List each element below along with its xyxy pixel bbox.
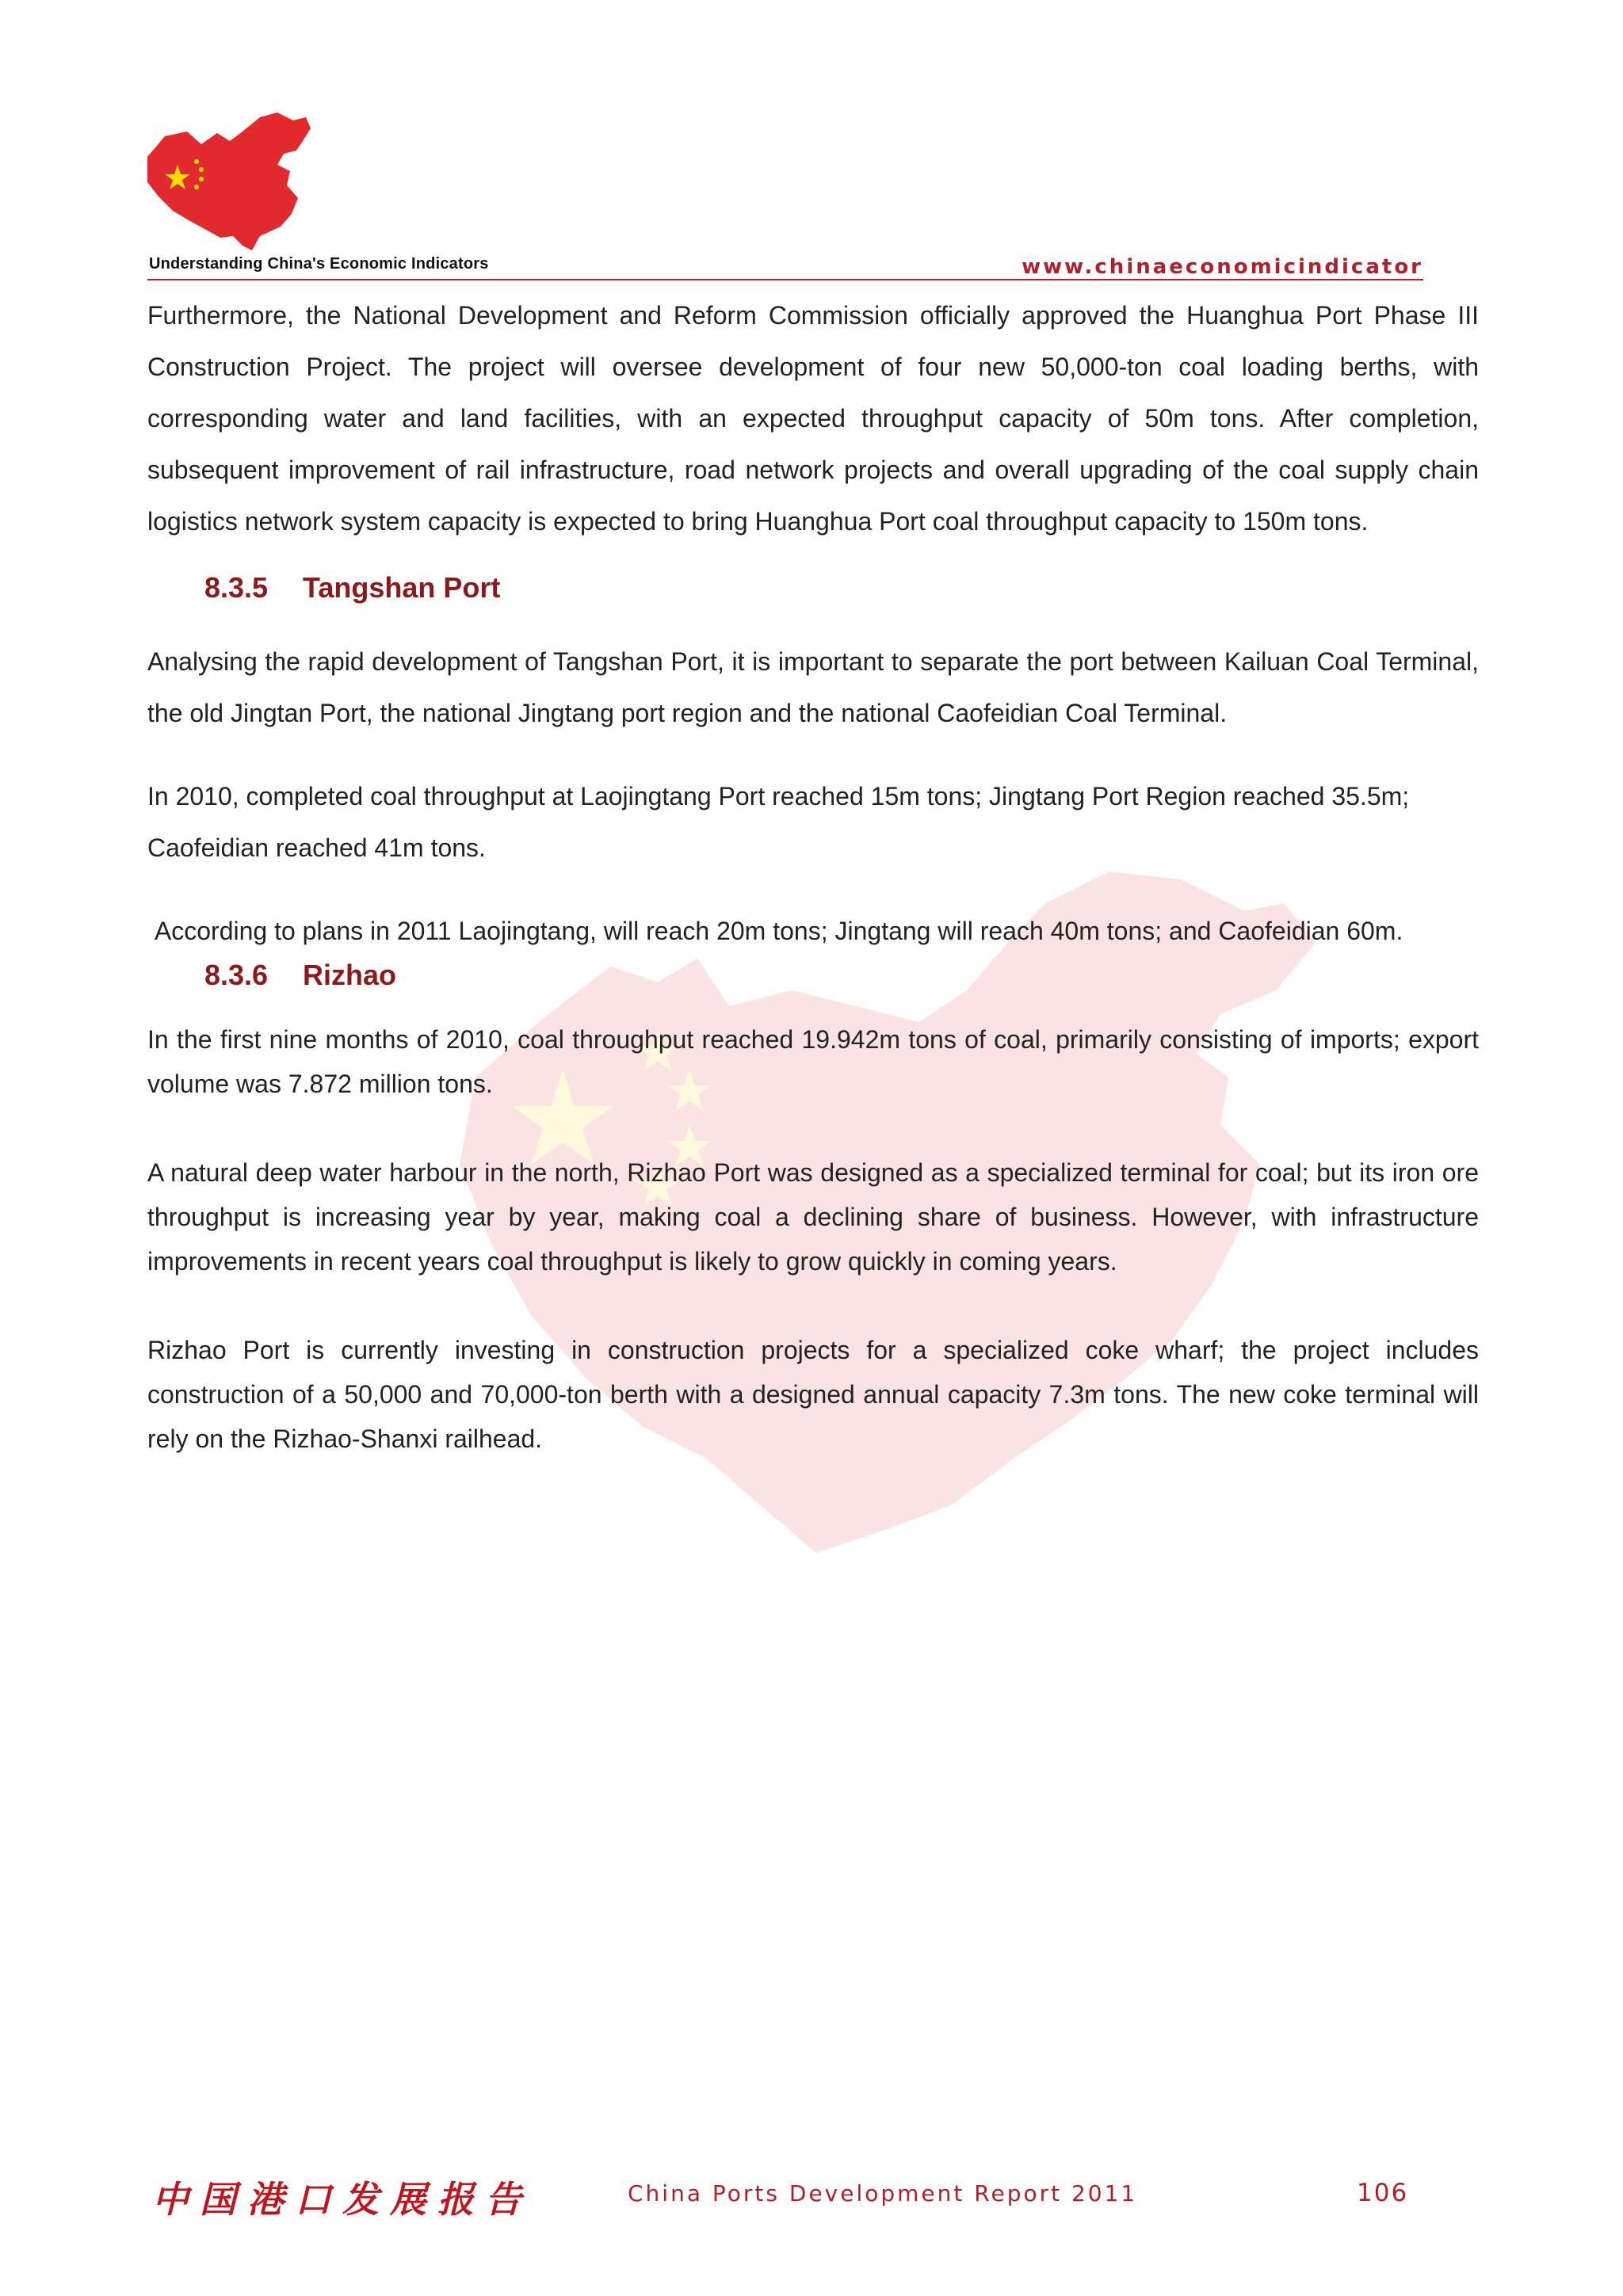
header-tagline: Understanding China's Economic Indicators (149, 255, 489, 273)
rizhao-paragraph-2: A natural deep water harbour in the north, Rizhao Port was designed as a specialized terminal for coal; but its iron ore throughput is increasing year by year, making coal a declining share of business. However, with infrastructure improvements in recent years coal throughput is likely to grow quickly in coming years. (147, 1158, 1479, 1276)
footer-chinese-title: 中国港口发展报告 (152, 2178, 533, 2221)
china-map-flag-icon (141, 109, 314, 250)
page-content (147, 290, 1479, 1461)
page-number: 106 (1357, 2179, 1409, 2207)
tangshan-paragraph-1: Analysing the rapid development of Tangshan Port, it is important to separate the port between Kailuan Coal Terminal, the old Jingtan Port, the national Jingtang port region and the national Caofeidian Coal Terminal. (147, 647, 1479, 727)
section-title: Rizhao (303, 959, 397, 991)
section-number: 8.3.5 (204, 571, 269, 604)
tangshan-paragraph-2: In 2010, completed coal throughput at Laojingtang Port reached 15m tons; Jingtang Port Region reached 35.5m; Caofeidian reached 41m tons. (147, 782, 1410, 862)
header-divider (147, 279, 1423, 280)
intro-paragraph: Furthermore, the National Development and Reform Commission officially approved the Huanghua Port Phase III Construction Project. The project will oversee development of four new 50,000-ton coal loading berths, with corresponding water and land facilities, with an expected throughput capacity of 50m tons. After completion, subsequent improvement of rail infrastructure, road network projects and overall upgrading of the coal supply chain logistics network system capacity is expected to bring Huanghua Port coal throughput capacity to 150m tons. (147, 301, 1479, 536)
tangshan-paragraph-3: According to plans in 2011 Laojingtang, will reach 20m tons; Jingtang will reach 40m tons; and Caofeidian 60m. (147, 917, 1403, 945)
section-heading-tangshan (204, 570, 1479, 606)
section-title: Tangshan Port (303, 571, 501, 604)
rizhao-paragraph-3: Rizhao Port is currently investing in construction projects for a specialized coke wharf; the project includes construction of a 50,000 and 70,000-ton berth with a designed annual capacity 7.3m tons. The new coke terminal will rely on the Rizhao-Shanxi railhead. (147, 1336, 1479, 1453)
section-number: 8.3.6 (204, 959, 269, 991)
section-heading-rizhao (204, 957, 1479, 994)
footer-report-title: China Ports Development Report 2011 (628, 2180, 1138, 2206)
header-website-link[interactable]: www.chinaeconomicindicator (1022, 255, 1423, 279)
rizhao-paragraph-1: In the first nine months of 2010, coal throughput reached 19.942m tons of coal, primarily consisting of imports; export volume was 7.872 million tons. (147, 1025, 1479, 1098)
